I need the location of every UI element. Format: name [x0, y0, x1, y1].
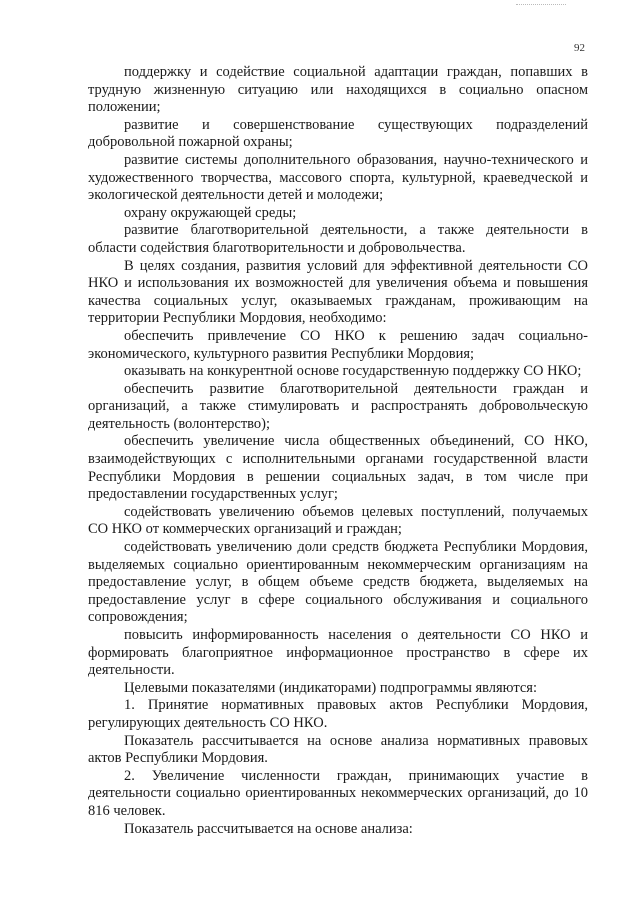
paragraph: В целях создания, развития условий для эффективной деятельности СО НКО и использования их возможностей для увеличения объема и повышения качества социальных услуг, оказываемых гражданам, проживающим на территории Республики Мордовия, необходимо:	[88, 257, 588, 327]
paragraph: поддержку и содействие социальной адаптации граждан, попавших в трудную жизненную ситуацию или находящихся в социально опасном положении;	[88, 64, 588, 116]
paragraph: Показатель рассчитывается на основе анализа нормативных правовых актов Республики Мордовия.	[88, 732, 588, 767]
paragraph: оказывать на конкурентной основе государственную поддержку СО НКО;	[124, 363, 582, 380]
paragraph: содействовать увеличению объемов целевых поступлений, получаемых СО НКО от коммерческих организаций и граждан;	[88, 503, 588, 538]
paragraph: 2. Увеличение численности граждан, принимающих участие в деятельности социально ориентированных некоммерческих организаций, до 10 816 человек.	[88, 767, 588, 819]
page-number: 92	[574, 42, 585, 54]
paragraph: развитие благотворительной деятельности, а также деятельности в области содействия благотворительности и добровольчества.	[88, 222, 588, 256]
paragraph: повысить информированность населения о деятельности СО НКО и формировать благоприятное информационное пространство в сфере их деятельности.	[88, 627, 588, 679]
paragraph: развитие системы дополнительного образования, научно-технического и художественного творчества, массового спорта, культурной, краеведческой и экологической деятельности детей и молодежи;	[88, 151, 588, 204]
paragraph: Целевыми показателями (индикаторами) подпрограммы являются:	[124, 679, 537, 696]
paragraph: 1. Принятие нормативных правовых актов Республики Мордовия, регулирующих деятельность СО НКО.	[88, 697, 588, 731]
paragraph: обеспечить развитие благотворительной деятельности граждан и организаций, а также стимулировать и распространять добровольческую деятельность (волонтерство);	[88, 380, 588, 432]
paragraph: развитие и совершенствование существующих подразделений добровольной пожарной охраны;	[88, 116, 588, 151]
paragraph: охрану окружающей среды;	[124, 204, 297, 221]
paragraph: Показатель рассчитывается на основе анализа:	[124, 820, 413, 837]
document-body	[88, 64, 588, 838]
paragraph: содействовать увеличению доли средств бюджета Республики Мордовия, выделяемых социально ориентированным некоммерческим организациям на предоставление услуг, в общем объеме средств бюджета, выделяемых на предоставление услуг в сфере социального обслуживания и социального сопровождения;	[88, 539, 588, 626]
scan-artifact	[516, 4, 566, 6]
paragraph: обеспечить привлечение СО НКО к решению задач социально-экономического, культурного развития Республики Мордовия;	[88, 327, 588, 362]
paragraph: обеспечить увеличение числа общественных объединений, СО НКО, взаимодействующих с исполнительными органами государственной власти Республики Мордовия в решении социальных задач, в том числе при предоставлении государственных услуг;	[88, 433, 588, 503]
